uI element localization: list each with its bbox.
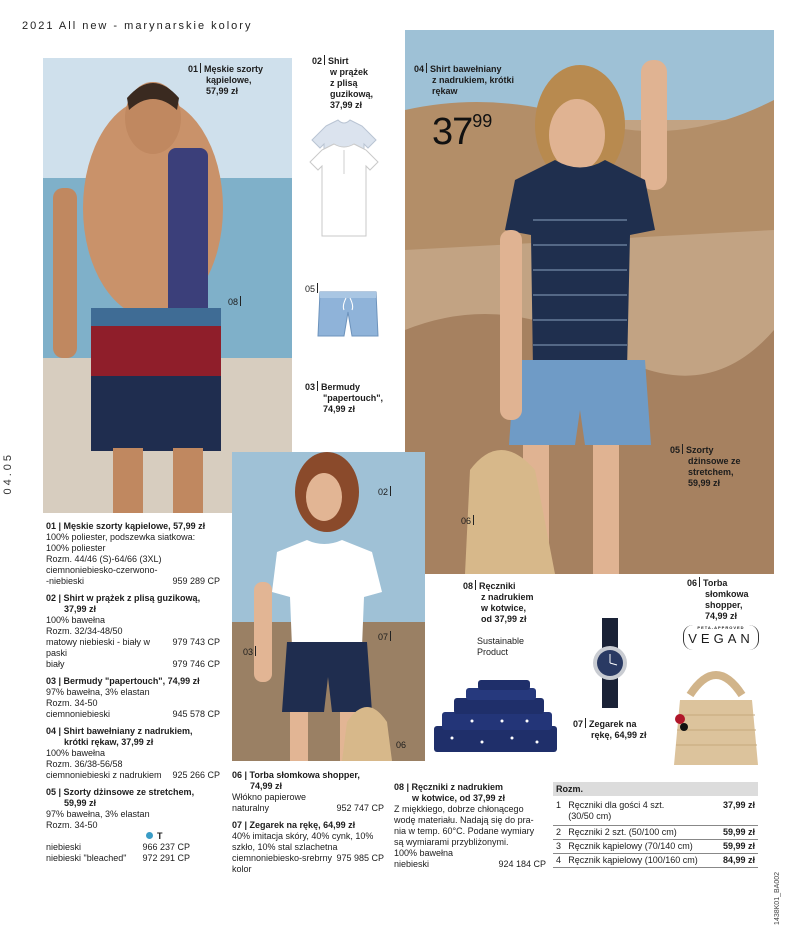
page-number: 04.05 — [2, 452, 14, 495]
photo-straw-bag — [670, 655, 762, 770]
catalog-code: 1438K01_BA002 — [774, 872, 781, 925]
small-label-08: 08 — [228, 296, 244, 307]
spec-06-07: 06 | Torba słomkowa shopper, 74,99 zł Włókno papierowe naturalny 952 747 CP 07 | Zegarek na rękę, 64,99 zł 40% imitacja skóry, 40% cynk, 10% szkło, 10% stal szlachetna ciemnoniebiesko-srebrny 975 985 CP kolor — [232, 770, 384, 874]
label-towels: 08 Ręczniki z nadrukiem w kotwice, od 37,99 zł — [463, 581, 534, 624]
label-denim-shorts: 05 Szorty dżinsowe ze stretchem, 59,99 zł — [670, 445, 741, 488]
table-row: 1 Ręczniki dla gości 4 szt. (30/50 cm) 37,99 zł — [553, 796, 758, 826]
photo-striped-shirt — [308, 118, 380, 238]
small-label-06b: 06 — [396, 740, 407, 750]
size-t-dot-icon — [146, 832, 153, 839]
label-watch: 07 Zegarek na rękę, 64,99 zł — [573, 719, 647, 740]
small-label-02: 02 — [378, 486, 394, 497]
small-label-06a: 06 — [461, 515, 477, 526]
photo-woman-white-shirt — [232, 452, 425, 761]
vegan-badge: PETA-APPROVED VEGAN — [683, 625, 759, 650]
towel-size-table — [553, 782, 758, 868]
size-table-header: Rozm. — [553, 782, 758, 796]
small-label-03: 03 — [243, 646, 259, 657]
label-mens-swim-shorts: 01 Męskie szorty kąpielowe, 57,99 zł — [188, 64, 264, 96]
table-row: 3 Ręcznik kąpielowy (70/140 cm) 59,99 zł — [553, 840, 758, 854]
small-label-07: 07 — [378, 631, 394, 642]
page-header: 2021 All new - marynarskie kolory — [22, 20, 253, 32]
label-striped-shirt: 02 Shirt w prążek z plisą guzikową, 37,99 zł — [312, 56, 374, 110]
spec-01: 01 | Męskie szorty kąpielowe, 57,99 zł 100% poliester, podszewka siatkowa: 100% poliester Rozm. 44/46 (S)-64/66 (3XL) ciemnoniebiesko-czerwono- -niebieski 959 289 CP 02 | Shirt w prążek z plisą guzikową, 37,99 zł 100% bawełna Rozm. 32/34-48/50 matowy niebieski - biały w 979 743 CP paski biały 979 746 CP 03 | Bermudy "papertouch", 74,99 zł 97% bawełna, 3% elastan Rozm. 34-50 ciemnoniebieski 945 578 CP 04 | Shirt bawełniany z nadrukiem, krótki rękaw, 37,99 zł 100% bawełna Rozm. 36/38-56/58 ciemnoniebieski z nadrukiem 925 266 CP 05 | Szorty dżinsowe ze stretchem, 59,99 zł 97% bawełna, 3% elastan Rozm. 34-50 T niebieski 966 237 CP niebieski "bleached" 972 291 CP — [46, 521, 220, 863]
photo-denim-shorts-product — [316, 290, 380, 340]
table-row: 2 Ręczniki 2 szt. (50/100 cm) 59,99 zł — [553, 826, 758, 840]
photo-watch — [590, 618, 630, 708]
tshirt-big-price: $37^{99}$ — [432, 111, 493, 153]
table-row: 4 Ręcznik kąpielowy (100/160 cm) 84,99 zł — [553, 854, 758, 868]
small-label-05: 05 — [305, 283, 321, 294]
label-straw-bag: 06 Torba słomkowa shopper, 74,99 zł — [687, 578, 749, 621]
photo-mens-swim-shorts — [43, 58, 292, 513]
sustainable-note: Sustainable Product — [477, 636, 525, 657]
photo-towels — [432, 676, 559, 754]
label-tshirt: 04 Shirt bawełniany z nadrukiem, krótki rękaw — [414, 64, 515, 96]
label-bermuda: 03 Bermudy "papertouch", 74,99 zł — [305, 382, 384, 414]
spec-08: 08 | Ręczniki z nadrukiem w kotwice, od 37,99 zł Z miękkiego, dobrze chłonącego wodę materiału. Nadają się do pra- nia w temp. 60°C. Podane wymiary są wymiarami przybliżonymi. 100% bawełna niebieski 924 184 CP — [394, 782, 546, 869]
